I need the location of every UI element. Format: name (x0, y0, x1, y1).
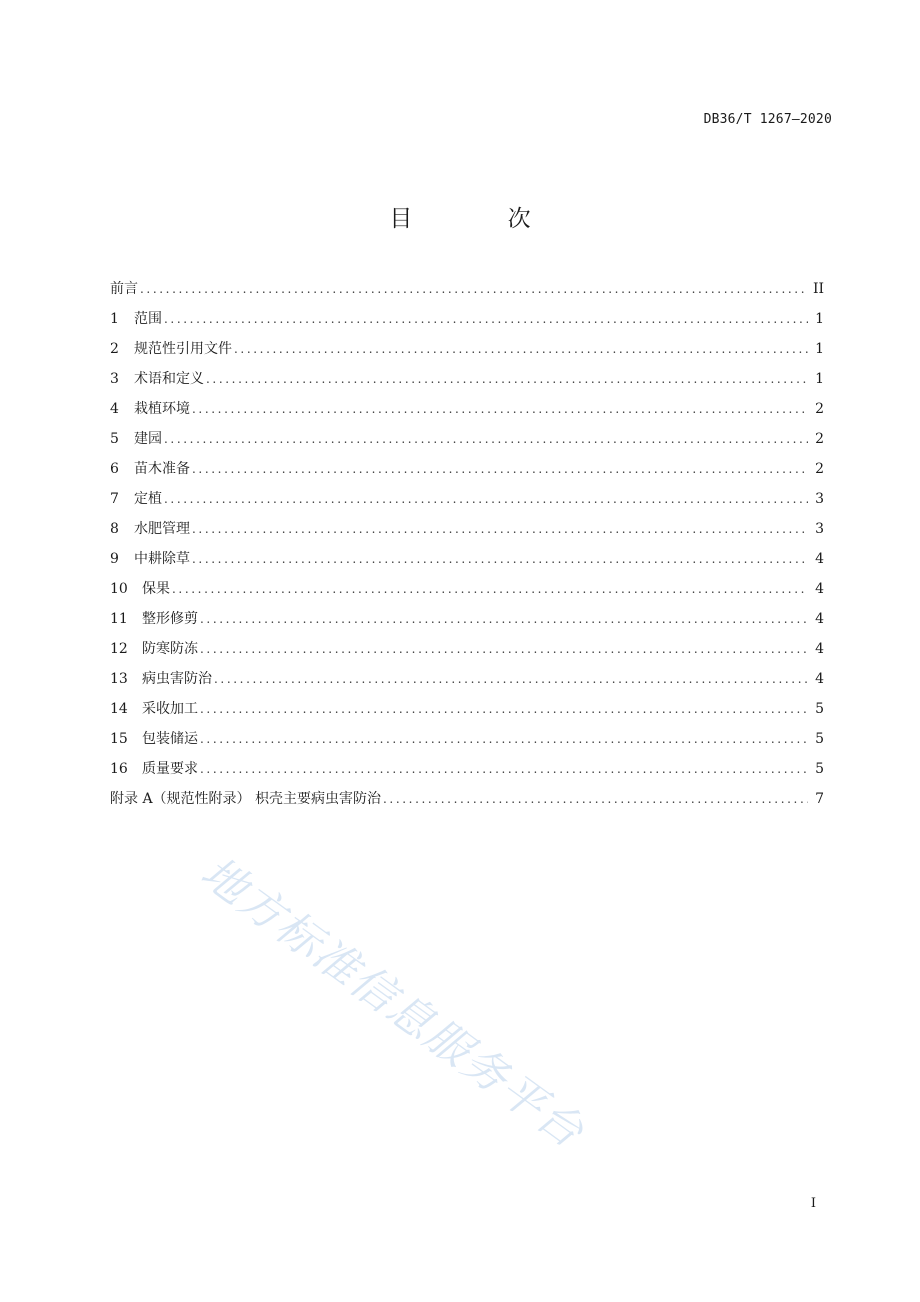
toc-entry-1[interactable] (110, 308, 824, 338)
toc-entry-label: 包装储运 (142, 731, 198, 747)
toc-entry-number: 6 (110, 461, 119, 477)
toc-entry-page: 2 (815, 401, 824, 417)
toc-entry-label: 中耕除草 (134, 551, 190, 567)
toc-entry-number: 2 (110, 341, 119, 357)
toc-entry-page: 5 (815, 731, 824, 747)
toc-entry-page: 7 (815, 791, 824, 807)
toc-entry-7[interactable] (110, 488, 824, 518)
toc-entry-label: 定植 (134, 491, 162, 507)
page-number: I (810, 1196, 816, 1211)
toc-entry-page: 3 (815, 521, 824, 537)
toc-leader-dots (164, 428, 808, 450)
toc-entry-label: 保果 (142, 581, 170, 597)
toc-entry-label: 苗木准备 (134, 461, 190, 477)
toc-entry-number: 11 (110, 611, 128, 627)
toc-entry-14[interactable] (110, 698, 824, 728)
toc-leader-dots (200, 728, 808, 750)
toc-leader-dots (200, 698, 808, 720)
toc-leader-dots (200, 758, 808, 780)
toc-entry-13[interactable] (110, 668, 824, 698)
toc-leader-dots (200, 608, 808, 630)
toc-entry-page: 4 (815, 611, 824, 627)
toc-entry-label: 栽植环境 (134, 401, 190, 417)
toc-entry-page: 2 (815, 461, 824, 477)
toc-entry-foreword[interactable] (110, 278, 824, 308)
toc-entry-16[interactable] (110, 758, 824, 788)
toc-entry-number: 3 (110, 371, 119, 387)
toc-leader-dots (192, 548, 808, 570)
toc-entry-10[interactable] (110, 578, 824, 608)
toc-entry-number: 8 (110, 521, 119, 537)
toc-entry-label: 水肥管理 (134, 521, 190, 537)
toc-entry-9[interactable] (110, 548, 824, 578)
toc-entry-page: 1 (815, 341, 824, 357)
toc-leader-dots (164, 488, 808, 510)
toc-entry-label: 建园 (134, 431, 162, 447)
toc-entry-page: 4 (815, 581, 824, 597)
toc-entry-label: 质量要求 (142, 761, 198, 777)
toc-entry-appendix-a[interactable] (110, 788, 824, 818)
toc-entry-number: 5 (110, 431, 119, 447)
toc-entry-label: 前言 (110, 281, 138, 297)
toc-entry-number: 12 (110, 641, 128, 657)
toc-entry-label: 术语和定义 (134, 371, 204, 387)
toc-entry-number: 1 (110, 311, 119, 327)
toc-entry-page: 1 (815, 371, 824, 387)
toc-entry-label: 采收加工 (142, 701, 198, 717)
toc-entry-3[interactable] (110, 368, 824, 398)
table-of-contents (110, 278, 824, 818)
toc-entry-number: 7 (110, 491, 119, 507)
toc-entry-number: 15 (110, 731, 128, 747)
toc-entry-number: 9 (110, 551, 119, 567)
toc-entry-page: 4 (815, 671, 824, 687)
toc-entry-number: 10 (110, 581, 128, 597)
toc-entry-page: 1 (815, 311, 824, 327)
toc-entry-2[interactable] (110, 338, 824, 368)
toc-entry-page: 4 (815, 641, 824, 657)
toc-entry-label: 病虫害防治 (142, 671, 212, 687)
toc-entry-label: 防寒防冻 (142, 641, 198, 657)
toc-entry-4[interactable] (110, 398, 824, 428)
toc-entry-number: 13 (110, 671, 128, 687)
toc-entry-6[interactable] (110, 458, 824, 488)
toc-entry-5[interactable] (110, 428, 824, 458)
toc-entry-page: 5 (815, 761, 824, 777)
toc-entry-page: 5 (815, 701, 824, 717)
toc-leader-dots (383, 788, 808, 810)
toc-entry-8[interactable] (110, 518, 824, 548)
watermark-text: 地方标准信息服务平台 (191, 846, 594, 1159)
toc-leader-dots (192, 518, 808, 540)
toc-entry-11[interactable] (110, 608, 824, 638)
toc-entry-label: 规范性引用文件 (134, 341, 232, 357)
toc-entry-number: 14 (110, 701, 128, 717)
toc-leader-dots (214, 668, 808, 690)
toc-title: 目 次 (389, 206, 575, 232)
toc-entry-page: 2 (815, 431, 824, 447)
toc-leader-dots (172, 578, 808, 600)
toc-entry-label: 范围 (134, 311, 162, 327)
toc-entry-page: 3 (815, 491, 824, 507)
document-code: DB36/T 1267—2020 (703, 112, 832, 127)
toc-leader-dots (192, 458, 808, 480)
toc-entry-number: 16 (110, 761, 128, 777)
toc-entry-page: 4 (815, 551, 824, 567)
toc-entry-12[interactable] (110, 638, 824, 668)
toc-leader-dots (192, 398, 808, 420)
toc-leader-dots (140, 278, 807, 300)
toc-entry-page: II (812, 281, 824, 297)
toc-entry-label: 整形修剪 (142, 611, 198, 627)
toc-entry-label: 附录 A（规范性附录） 枳壳主要病虫害防治 (110, 791, 382, 807)
toc-leader-dots (234, 338, 808, 360)
toc-leader-dots (164, 308, 808, 330)
toc-leader-dots (200, 638, 808, 660)
toc-leader-dots (206, 368, 808, 390)
toc-entry-number: 4 (110, 401, 119, 417)
toc-entry-15[interactable] (110, 728, 824, 758)
